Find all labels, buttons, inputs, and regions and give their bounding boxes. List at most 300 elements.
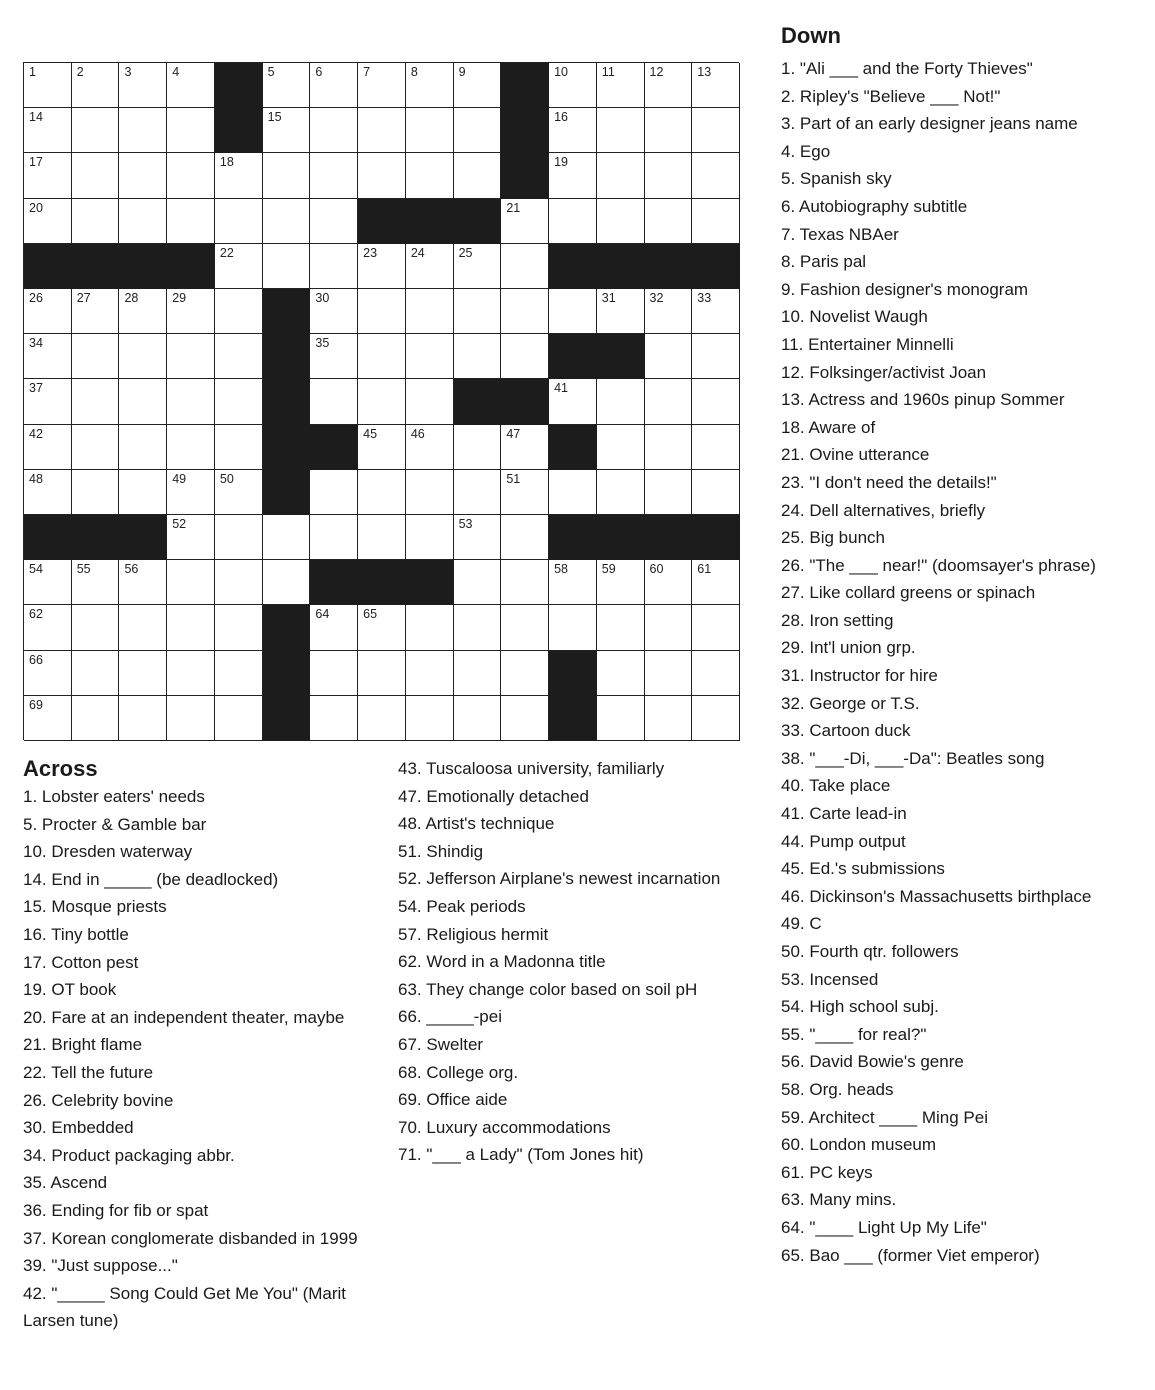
grid-cell[interactable] [454,696,502,741]
grid-cell[interactable] [72,63,120,108]
grid-cell[interactable] [310,696,358,741]
cell-number: 27 [76,291,91,305]
grid-cell[interactable] [215,605,263,650]
grid-cell[interactable] [358,696,406,741]
cell-number: 46 [410,426,425,441]
grid-cell[interactable] [119,334,167,379]
grid-cell[interactable] [215,470,263,515]
grid-cell[interactable] [597,470,645,515]
grid-cell[interactable] [263,199,311,244]
grid-cell[interactable] [454,470,502,515]
grid-cell[interactable] [72,560,120,605]
grid-cell[interactable] [119,696,167,741]
grid-cell[interactable] [24,605,72,650]
grid-cell[interactable] [645,470,693,515]
grid-cell[interactable] [358,153,406,198]
grid-block [692,244,740,289]
grid-block [119,515,167,560]
grid-cell[interactable] [454,651,502,696]
grid-cell[interactable] [549,289,597,334]
grid-cell[interactable] [263,560,311,605]
grid-cell[interactable] [645,379,693,424]
clue-item [781,524,1151,552]
clue-number: 30 . [23,1118,51,1137]
clue-number: 17 . [23,953,51,972]
grid-cell[interactable] [24,560,72,605]
clue-number: 3 . [781,114,800,133]
grid-cell[interactable] [215,425,263,470]
clue-text: "I don't need the details!" [809,472,997,492]
grid-cell[interactable] [72,651,120,696]
grid-block [263,425,311,470]
grid-cell[interactable] [310,153,358,198]
grid-cell[interactable] [597,63,645,108]
grid-cell[interactable] [119,651,167,696]
clue-text: Celebrity bovine [51,1090,174,1110]
grid-cell[interactable] [692,425,740,470]
clue-number: 12 . [781,363,809,382]
clue-number: 8 . [781,252,800,271]
grid-cell[interactable] [72,153,120,198]
grid-cell[interactable] [119,153,167,198]
grid-cell[interactable] [358,334,406,379]
clue-text: Ed.'s submissions [809,859,945,879]
grid-cell[interactable] [454,244,502,289]
grid-cell[interactable] [406,63,454,108]
grid-cell[interactable] [645,63,693,108]
grid-cell[interactable] [406,470,454,515]
grid-cell[interactable] [24,289,72,334]
grid-cell[interactable] [119,379,167,424]
cell-number: 55 [76,562,91,577]
clue-item [398,976,758,1004]
grid-cell[interactable] [215,334,263,379]
grid-cell[interactable] [119,560,167,605]
down-clue-list [781,55,1151,1269]
grid-cell[interactable] [549,560,597,605]
grid-cell[interactable] [501,605,549,650]
grid-cell[interactable] [692,651,740,696]
clue-text: Emotionally detached [426,786,589,806]
clue-item [781,276,1151,304]
grid-cell[interactable] [406,108,454,153]
clue-item [781,1186,1151,1214]
grid-cell[interactable] [310,199,358,244]
grid-cell[interactable] [645,199,693,244]
cell-number: 35 [315,336,330,351]
grid-cell[interactable] [119,289,167,334]
grid-cell[interactable] [406,334,454,379]
grid-cell[interactable] [263,153,311,198]
grid-cell[interactable] [119,470,167,515]
grid-cell[interactable] [406,651,454,696]
grid-cell[interactable] [645,334,693,379]
grid-cell[interactable] [501,651,549,696]
grid-block [119,244,167,289]
grid-cell[interactable] [692,153,740,198]
cell-number: 50 [219,471,234,486]
clue-text: "____ Light Up My Life" [809,1217,987,1237]
grid-cell[interactable] [454,515,502,560]
clue-item [23,1114,383,1142]
clue-item [23,838,383,866]
clue-text: Fashion designer's monogram [799,279,1029,299]
grid-cell[interactable] [549,63,597,108]
cell-number: 54 [29,562,43,577]
grid-cell[interactable] [454,425,502,470]
grid-cell[interactable] [597,425,645,470]
clue-item [781,938,1151,966]
grid-cell[interactable] [692,334,740,379]
grid-cell[interactable] [310,289,358,334]
clue-number: 21 . [781,445,809,464]
grid-cell[interactable] [406,244,454,289]
cell-number: 18 [219,155,234,170]
grid-cell[interactable] [215,515,263,560]
clue-item [781,165,1151,193]
grid-block [406,560,454,605]
grid-cell[interactable] [501,289,549,334]
grid-cell[interactable] [692,289,740,334]
grid-cell[interactable] [215,199,263,244]
clue-text: Ego [799,141,831,161]
cell-number: 28 [124,291,139,305]
grid-cell[interactable] [72,334,120,379]
cell-number: 53 [458,517,473,531]
grid-block [549,244,597,289]
grid-cell[interactable] [24,651,72,696]
cell-number: 5 [267,65,275,79]
grid-cell[interactable] [310,605,358,650]
grid-block [501,108,549,153]
grid-cell[interactable] [358,470,406,515]
grid-cell[interactable] [24,153,72,198]
grid-cell[interactable] [24,199,72,244]
grid-cell[interactable] [549,199,597,244]
grid-cell[interactable] [692,605,740,650]
cell-number: 61 [697,562,712,577]
clue-item [781,1048,1151,1076]
grid-cell[interactable] [167,470,215,515]
clue-item [781,441,1151,469]
clue-number: 4 . [781,142,800,161]
grid-cell[interactable] [119,63,167,108]
clue-text: George or T.S. [809,693,920,713]
grid-cell[interactable] [358,605,406,650]
grid-cell[interactable] [358,108,406,153]
grid-cell[interactable] [167,515,215,560]
clue-text: "___ a Lady" (Tom Jones hit) [426,1145,644,1165]
grid-cell[interactable] [358,379,406,424]
grid-cell[interactable] [167,605,215,650]
clue-number: 49 . [781,914,809,933]
grid-cell[interactable] [692,199,740,244]
cell-number: 20 [29,200,43,215]
grid-cell[interactable] [549,108,597,153]
grid-cell[interactable] [692,108,740,153]
grid-cell[interactable] [692,63,740,108]
grid-cell[interactable] [119,199,167,244]
cell-number: 2 [76,65,84,79]
grid-cell[interactable] [645,153,693,198]
grid-cell[interactable] [358,63,406,108]
grid-cell[interactable] [501,334,549,379]
grid-cell[interactable] [597,108,645,153]
cell-number: 66 [29,652,43,667]
cell-number: 19 [554,155,568,170]
clue-item [398,783,758,811]
grid-cell[interactable] [406,425,454,470]
grid-cell[interactable] [501,560,549,605]
cell-number: 58 [554,562,568,577]
grid-cell[interactable] [358,425,406,470]
clue-item [23,811,383,839]
clue-number: 10 . [781,307,809,326]
grid-cell[interactable] [597,651,645,696]
clue-item [781,1131,1151,1159]
clue-item [781,607,1151,635]
grid-cell[interactable] [310,470,358,515]
grid-cell[interactable] [167,651,215,696]
grid-cell[interactable] [597,199,645,244]
grid-cell[interactable] [24,470,72,515]
cell-number: 24 [410,245,425,260]
grid-cell[interactable] [215,651,263,696]
clue-text: Cotton pest [51,952,139,972]
cell-number: 52 [172,517,187,531]
cell-number: 11 [601,65,615,79]
clue-text: Luxury accommodations [426,1117,611,1137]
grid-cell[interactable] [645,108,693,153]
clue-item [781,634,1151,662]
grid-cell[interactable] [645,605,693,650]
cell-number: 3 [124,65,132,79]
clue-text: Cartoon duck [809,721,911,741]
across-clue-list-col2 [398,755,758,1169]
grid-cell[interactable] [167,560,215,605]
grid-cell[interactable] [119,605,167,650]
grid-cell[interactable] [454,289,502,334]
clue-item [23,949,383,977]
grid-cell[interactable] [167,63,215,108]
grid-cell[interactable] [72,425,120,470]
grid-cell[interactable] [692,560,740,605]
grid-cell[interactable] [72,108,120,153]
cell-number: 14 [29,110,43,125]
grid-cell[interactable] [645,425,693,470]
grid-cell[interactable] [263,108,311,153]
grid-cell[interactable] [215,289,263,334]
grid-cell[interactable] [501,515,549,560]
grid-cell[interactable] [692,696,740,741]
grid-cell[interactable] [358,244,406,289]
grid-cell[interactable] [167,696,215,741]
clue-number: 22 . [23,1063,51,1082]
grid-cell[interactable] [119,108,167,153]
clue-text: Korean conglomerate disbanded in 1999 [51,1228,358,1248]
grid-cell[interactable] [406,696,454,741]
grid-cell[interactable] [645,289,693,334]
grid-cell[interactable] [72,470,120,515]
grid-cell[interactable] [501,244,549,289]
clue-number: 28 . [781,611,809,630]
grid-cell[interactable] [215,696,263,741]
clue-text: "____ for real?" [809,1024,927,1044]
grid-cell[interactable] [692,379,740,424]
cell-number: 56 [124,562,139,577]
clue-text: Religious hermit [426,924,549,944]
grid-cell[interactable] [72,289,120,334]
clue-item [398,893,758,921]
grid-cell[interactable] [406,605,454,650]
clue-text: Tell the future [51,1062,154,1082]
grid-cell[interactable] [24,108,72,153]
grid-cell[interactable] [501,470,549,515]
grid-cell[interactable] [358,651,406,696]
grid-cell[interactable] [406,379,454,424]
grid-cell[interactable] [406,515,454,560]
grid-cell[interactable] [24,379,72,424]
grid-cell[interactable] [406,153,454,198]
grid-cell[interactable] [167,334,215,379]
grid-cell[interactable] [692,470,740,515]
grid-cell[interactable] [215,244,263,289]
clue-text: Entertainer Minnelli [808,334,954,354]
clue-text: Embedded [51,1118,134,1138]
clue-item [398,921,758,949]
clue-number: 36 . [23,1201,51,1220]
grid-cell[interactable] [597,153,645,198]
clue-number: 50 . [781,942,809,961]
grid-cell[interactable] [263,515,311,560]
grid-cell[interactable] [119,425,167,470]
grid-cell[interactable] [24,425,72,470]
grid-cell[interactable] [549,379,597,424]
grid-cell[interactable] [24,696,72,741]
grid-cell[interactable] [406,289,454,334]
clue-number: 41 . [781,804,809,823]
grid-cell[interactable] [454,605,502,650]
grid-cell[interactable] [72,199,120,244]
clue-text: Lobster eaters' needs [41,787,205,806]
clue-text: "Ali ___ and the Forty Thieves" [799,59,1033,78]
cell-number: 21 [506,200,521,215]
grid-cell[interactable] [167,108,215,153]
grid-cell[interactable] [549,470,597,515]
grid-cell[interactable] [358,289,406,334]
clue-number: 34 . [23,1146,51,1165]
clue-text: Procter & Gamble bar [41,814,207,834]
grid-cell[interactable] [167,199,215,244]
grid-cell[interactable] [597,605,645,650]
clue-number: 26 . [23,1091,51,1110]
grid-cell[interactable] [310,244,358,289]
grid-cell[interactable] [454,108,502,153]
grid-cell[interactable] [24,334,72,379]
grid-cell[interactable] [310,334,358,379]
grid-block [263,696,311,741]
clue-item [781,497,1151,525]
grid-block [263,651,311,696]
cell-number: 59 [601,562,616,577]
grid-cell[interactable] [549,605,597,650]
clue-number: 70 . [398,1118,426,1137]
clue-number: 38 . [781,749,809,768]
grid-cell[interactable] [215,560,263,605]
grid-cell[interactable] [454,560,502,605]
clue-item [398,810,758,838]
grid-cell[interactable] [263,244,311,289]
clue-text: Ending for fib or spat [51,1200,209,1220]
grid-cell[interactable] [167,379,215,424]
clue-number: 19 . [23,980,51,999]
clue-item [23,893,383,921]
grid-cell[interactable] [549,153,597,198]
grid-cell[interactable] [645,651,693,696]
grid-cell[interactable] [358,515,406,560]
clue-number: 59 . [781,1108,808,1127]
clue-number: 15 . [23,897,51,916]
clue-item [781,221,1151,249]
clue-text: Dresden waterway [51,842,193,862]
cell-number: 23 [363,245,378,260]
grid-cell[interactable] [167,289,215,334]
grid-cell[interactable] [501,199,549,244]
grid-cell[interactable] [597,289,645,334]
grid-cell[interactable] [215,153,263,198]
clue-text: Bao ___ (former Viet emperor) [809,1245,1040,1265]
clue-item [781,193,1151,221]
clue-item [23,866,383,894]
grid-cell[interactable] [167,153,215,198]
grid-cell[interactable] [454,334,502,379]
clue-item [781,359,1151,387]
clue-item [781,1159,1151,1187]
grid-cell[interactable] [263,63,311,108]
grid-cell[interactable] [645,560,693,605]
grid-cell[interactable] [597,379,645,424]
clue-item [398,1086,758,1114]
grid-cell[interactable] [501,696,549,741]
grid-cell[interactable] [310,515,358,560]
grid-cell[interactable] [310,108,358,153]
grid-cell[interactable] [215,379,263,424]
grid-cell[interactable] [597,696,645,741]
grid-cell[interactable] [72,696,120,741]
grid-cell[interactable] [645,696,693,741]
clue-text: Instructor for hire [809,666,938,686]
grid-cell[interactable] [310,379,358,424]
grid-cell[interactable] [167,425,215,470]
grid-cell[interactable] [310,63,358,108]
clue-item [398,1114,758,1142]
grid-cell[interactable] [24,63,72,108]
clue-item [398,755,758,783]
cell-number: 12 [649,65,664,79]
grid-cell[interactable] [72,605,120,650]
grid-cell[interactable] [454,153,502,198]
cell-number: 17 [29,155,43,170]
grid-cell[interactable] [501,425,549,470]
clue-item [23,1031,383,1059]
clue-item [781,1214,1151,1242]
grid-cell[interactable] [72,379,120,424]
grid-cell[interactable] [310,651,358,696]
grid-cell[interactable] [597,560,645,605]
clue-text: Artist's technique [425,814,555,834]
clue-item [781,1242,1151,1270]
grid-cell[interactable] [454,63,502,108]
